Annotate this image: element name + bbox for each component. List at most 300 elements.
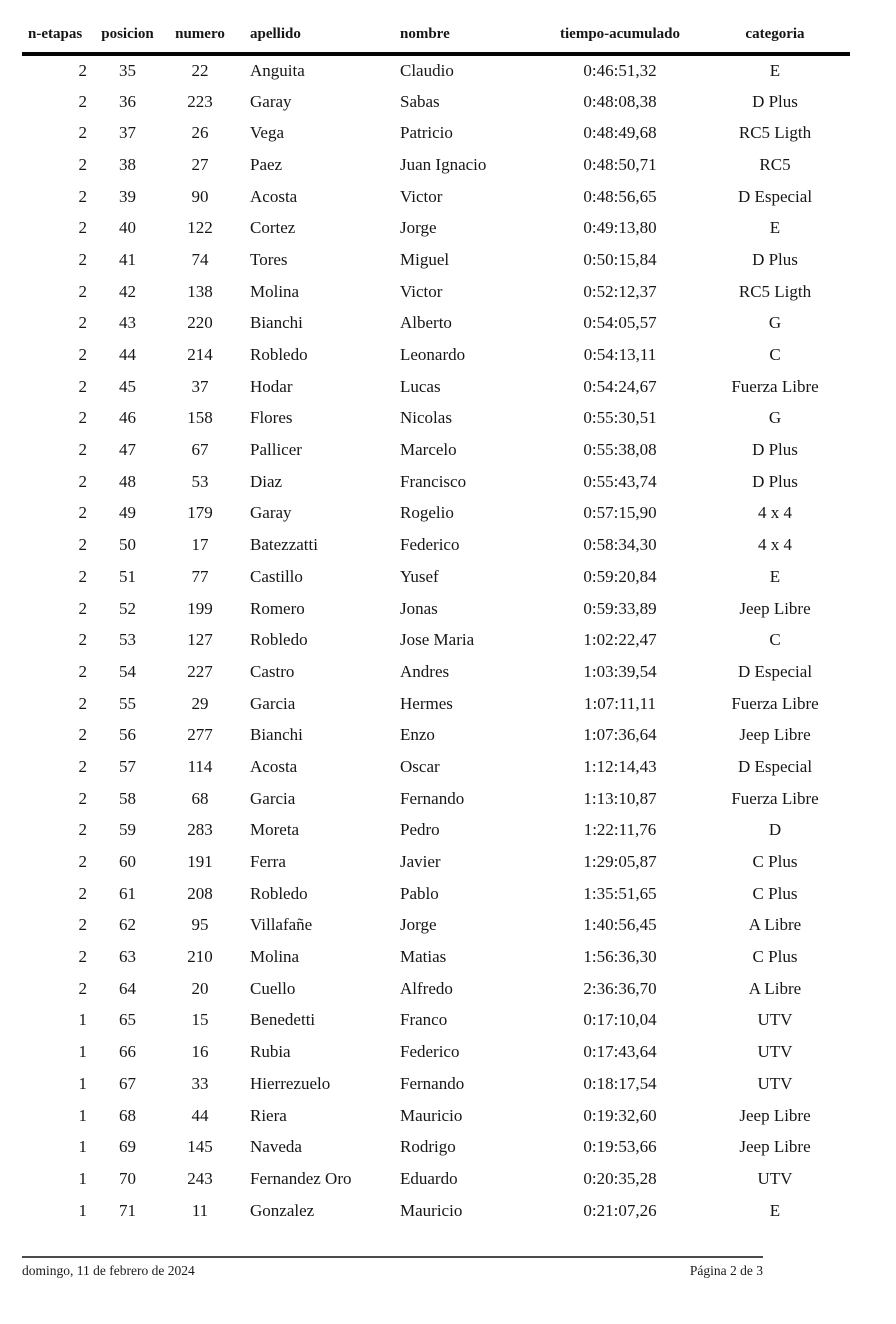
cell-categoria: UTV [757, 1010, 793, 1030]
cell-categoria: C [769, 630, 781, 650]
cell-posicion: 49 [119, 503, 136, 523]
cell-n_etapas: 2 [78, 915, 87, 935]
cell-tiempo_acumulado: 0:55:38,08 [583, 440, 657, 460]
cell-posicion: 71 [119, 1200, 136, 1220]
cell-categoria: E [769, 1200, 781, 1220]
cell-n_etapas: 2 [78, 566, 87, 586]
table-row [22, 751, 850, 783]
cell-tiempo_acumulado: 0:19:32,60 [583, 1105, 657, 1125]
table-row [22, 941, 850, 973]
cell-nombre: Victor [400, 186, 443, 206]
cell-posicion: 47 [119, 440, 136, 460]
cell-tiempo_acumulado: 1:56:36,30 [583, 947, 657, 967]
cell-posicion: 52 [119, 598, 136, 618]
cell-n_etapas: 1 [78, 1105, 87, 1125]
cell-posicion: 48 [119, 471, 136, 491]
table-row [22, 498, 850, 530]
cell-n_etapas: 2 [78, 313, 87, 333]
cell-posicion: 61 [119, 883, 136, 903]
cell-n_etapas: 2 [78, 725, 87, 745]
cell-n_etapas: 2 [78, 820, 87, 840]
table-row [22, 308, 850, 340]
cell-posicion: 63 [119, 947, 136, 967]
cell-posicion: 60 [119, 852, 136, 872]
cell-categoria: Fuerza Libre [731, 376, 819, 396]
cell-n_etapas: 2 [78, 218, 87, 238]
cell-apellido: Castillo [250, 566, 303, 586]
cell-posicion: 55 [119, 693, 136, 713]
cell-apellido: Rubia [250, 1042, 291, 1062]
table-row [22, 593, 850, 625]
cell-nombre: Mauricio [400, 1200, 463, 1220]
table-row [22, 1005, 850, 1037]
cell-apellido: Castro [250, 661, 295, 681]
cell-categoria: D Plus [752, 471, 798, 491]
cell-numero: 29 [191, 693, 209, 713]
cell-tiempo_acumulado: 0:52:12,37 [583, 281, 657, 301]
cell-nombre: Oscar [400, 756, 440, 776]
cell-apellido: Paez [250, 154, 283, 174]
cell-n_etapas: 2 [78, 123, 87, 143]
cell-posicion: 53 [119, 630, 136, 650]
cell-apellido: Robledo [250, 883, 308, 903]
cell-nombre: Hermes [400, 693, 453, 713]
cell-n_etapas: 2 [78, 440, 87, 460]
cell-nombre: Lucas [400, 376, 441, 396]
cell-apellido: Molina [250, 281, 300, 301]
cell-categoria: Jeep Libre [739, 598, 811, 618]
cell-apellido: Garcia [250, 693, 296, 713]
header-row [22, 26, 850, 54]
cell-categoria: D Especial [737, 661, 813, 681]
table-row [22, 403, 850, 435]
cell-numero: 26 [191, 123, 209, 143]
cell-numero: 122 [187, 218, 213, 238]
cell-n_etapas: 2 [78, 978, 87, 998]
cell-apellido: Molina [250, 947, 300, 967]
results-table [22, 26, 850, 1226]
cell-n_etapas: 2 [78, 503, 87, 523]
cell-categoria: D Plus [752, 91, 798, 111]
cell-tiempo_acumulado: 0:54:13,11 [583, 345, 657, 365]
cell-nombre: Leonardo [400, 345, 466, 365]
cell-categoria: C Plus [752, 852, 798, 872]
table-row [22, 1195, 850, 1227]
cell-apellido: Robledo [250, 630, 308, 650]
cell-apellido: Vega [250, 123, 284, 143]
cell-tiempo_acumulado: 1:22:11,76 [583, 820, 657, 840]
cell-apellido: Diaz [250, 471, 283, 491]
column-header-numero: numero [160, 26, 240, 54]
cell-n_etapas: 2 [78, 883, 87, 903]
cell-tiempo_acumulado: 0:58:34,30 [583, 535, 657, 555]
cell-categoria: A Libre [748, 915, 802, 935]
cell-apellido: Tores [250, 249, 288, 269]
cell-apellido: Garay [250, 91, 292, 111]
cell-categoria: D Plus [752, 249, 798, 269]
cell-categoria: RC5 Ligth [738, 123, 812, 143]
cell-nombre: Claudio [400, 60, 454, 80]
table-row [22, 1100, 850, 1132]
cell-numero: 199 [187, 598, 213, 618]
table-row [22, 561, 850, 593]
cell-apellido: Benedetti [250, 1010, 316, 1030]
cell-numero: 68 [191, 788, 209, 808]
cell-numero: 53 [191, 471, 209, 491]
cell-apellido: Batezzatti [250, 535, 318, 555]
cell-apellido: Acosta [250, 186, 298, 206]
cell-posicion: 66 [119, 1042, 136, 1062]
footer-date: domingo, 11 de febrero de 2024 [22, 1263, 195, 1278]
cell-posicion: 39 [119, 186, 136, 206]
cell-n_etapas: 2 [78, 852, 87, 872]
cell-tiempo_acumulado: 0:17:43,64 [583, 1042, 657, 1062]
cell-tiempo_acumulado: 1:07:11,11 [584, 693, 656, 713]
cell-categoria: UTV [757, 1042, 793, 1062]
cell-posicion: 42 [119, 281, 136, 301]
cell-tiempo_acumulado: 0:57:15,90 [583, 503, 657, 523]
cell-tiempo_acumulado: 0:48:08,38 [583, 91, 657, 111]
cell-apellido: Fernandez Oro [250, 1168, 352, 1188]
cell-numero: 37 [191, 376, 209, 396]
cell-numero: 243 [187, 1168, 213, 1188]
cell-posicion: 44 [119, 345, 136, 365]
cell-numero: 11 [191, 1200, 209, 1220]
cell-nombre: Rodrigo [400, 1137, 456, 1157]
cell-n_etapas: 2 [78, 598, 87, 618]
cell-numero: 127 [187, 630, 213, 650]
cell-tiempo_acumulado: 0:48:50,71 [583, 154, 657, 174]
cell-n_etapas: 2 [78, 249, 87, 269]
table-row [22, 244, 850, 276]
cell-apellido: Garcia [250, 788, 296, 808]
cell-nombre: Yusef [400, 566, 439, 586]
cell-nombre: Eduardo [400, 1168, 458, 1188]
cell-posicion: 35 [119, 60, 136, 80]
table-row [22, 1163, 850, 1195]
table-row [22, 54, 850, 86]
cell-nombre: Franco [400, 1010, 448, 1030]
cell-nombre: Marcelo [400, 440, 457, 460]
cell-categoria: Fuerza Libre [731, 788, 819, 808]
cell-numero: 27 [191, 154, 209, 174]
table-row [22, 339, 850, 371]
cell-nombre: Pedro [400, 820, 440, 840]
cell-numero: 208 [187, 883, 213, 903]
cell-nombre: Fernando [400, 1073, 465, 1093]
cell-n_etapas: 1 [78, 1010, 87, 1030]
cell-tiempo_acumulado: 0:50:15,84 [583, 249, 657, 269]
cell-posicion: 40 [119, 218, 136, 238]
cell-categoria: G [768, 313, 782, 333]
cell-tiempo_acumulado: 1:02:22,47 [583, 630, 657, 650]
cell-apellido: Naveda [250, 1137, 302, 1157]
table-row [22, 1036, 850, 1068]
table-row [22, 878, 850, 910]
cell-n_etapas: 2 [78, 281, 87, 301]
cell-apellido: Moreta [250, 820, 300, 840]
cell-n_etapas: 2 [78, 91, 87, 111]
cell-posicion: 65 [119, 1010, 136, 1030]
table-row [22, 149, 850, 181]
cell-numero: 15 [191, 1010, 209, 1030]
cell-n_etapas: 2 [78, 186, 87, 206]
cell-numero: 179 [187, 503, 213, 523]
cell-nombre: Nicolas [400, 408, 452, 428]
cell-nombre: Alfredo [400, 978, 453, 998]
cell-numero: 22 [191, 60, 209, 80]
table-row [22, 815, 850, 847]
table-row [22, 688, 850, 720]
cell-nombre: Fernando [400, 788, 465, 808]
table-row [22, 910, 850, 942]
cell-posicion: 64 [119, 978, 136, 998]
cell-nombre: Mauricio [400, 1105, 463, 1125]
cell-apellido: Pallicer [250, 440, 302, 460]
cell-categoria: D Especial [737, 186, 813, 206]
cell-posicion: 43 [119, 313, 136, 333]
cell-apellido: Villafañe [250, 915, 313, 935]
cell-nombre: Federico [400, 535, 460, 555]
cell-apellido: Robledo [250, 345, 308, 365]
cell-numero: 145 [187, 1137, 213, 1157]
cell-posicion: 54 [119, 661, 136, 681]
cell-categoria: Jeep Libre [739, 1105, 811, 1125]
table-row [22, 1068, 850, 1100]
cell-tiempo_acumulado: 0:19:53,66 [583, 1137, 657, 1157]
cell-n_etapas: 2 [78, 661, 87, 681]
cell-numero: 90 [191, 186, 209, 206]
table-row [22, 276, 850, 308]
cell-n_etapas: 2 [78, 693, 87, 713]
cell-numero: 214 [187, 345, 213, 365]
cell-categoria: E [769, 60, 781, 80]
cell-nombre: Alberto [400, 313, 452, 333]
cell-nombre: Patricio [400, 123, 453, 143]
results-table-header [22, 26, 850, 54]
cell-tiempo_acumulado: 0:55:43,74 [583, 471, 657, 491]
table-row [22, 973, 850, 1005]
cell-posicion: 45 [119, 376, 136, 396]
cell-posicion: 69 [119, 1137, 136, 1157]
cell-n_etapas: 1 [78, 1073, 87, 1093]
column-header-categoria: categoria [700, 26, 850, 54]
cell-categoria: G [768, 408, 782, 428]
cell-n_etapas: 2 [78, 408, 87, 428]
cell-posicion: 46 [119, 408, 136, 428]
cell-categoria: A Libre [748, 978, 802, 998]
cell-apellido: Anguita [250, 60, 305, 80]
cell-n_etapas: 2 [78, 535, 87, 555]
cell-numero: 220 [187, 313, 213, 333]
cell-n_etapas: 2 [78, 947, 87, 967]
cell-n_etapas: 2 [78, 60, 87, 80]
table-row [22, 212, 850, 244]
cell-categoria: RC5 Ligth [738, 281, 812, 301]
cell-categoria: 4 x 4 [758, 535, 792, 555]
cell-nombre: Juan Ignacio [400, 154, 487, 174]
cell-nombre: Miguel [400, 249, 450, 269]
table-row [22, 371, 850, 403]
cell-nombre: Sabas [400, 91, 440, 111]
cell-tiempo_acumulado: 1:40:56,45 [583, 915, 657, 935]
cell-n_etapas: 1 [78, 1200, 87, 1220]
table-row [22, 846, 850, 878]
cell-tiempo_acumulado: 1:12:14,43 [583, 756, 657, 776]
cell-numero: 44 [191, 1105, 209, 1125]
cell-posicion: 37 [119, 123, 136, 143]
cell-numero: 283 [187, 820, 213, 840]
cell-tiempo_acumulado: 0:46:51,32 [583, 60, 657, 80]
cell-apellido: Garay [250, 503, 292, 523]
cell-apellido: Gonzalez [250, 1200, 315, 1220]
cell-n_etapas: 2 [78, 756, 87, 776]
cell-numero: 158 [187, 408, 213, 428]
table-row [22, 783, 850, 815]
cell-posicion: 38 [119, 154, 136, 174]
cell-n_etapas: 2 [78, 376, 87, 396]
cell-categoria: Jeep Libre [739, 725, 811, 745]
cell-n_etapas: 1 [78, 1168, 87, 1188]
cell-posicion: 56 [119, 725, 136, 745]
cell-numero: 74 [191, 249, 209, 269]
cell-posicion: 62 [119, 915, 136, 935]
cell-posicion: 57 [119, 756, 136, 776]
cell-categoria: E [769, 218, 781, 238]
cell-tiempo_acumulado: 0:54:24,67 [583, 376, 657, 396]
table-row [22, 719, 850, 751]
cell-tiempo_acumulado: 0:17:10,04 [583, 1010, 657, 1030]
cell-nombre: Francisco [400, 471, 467, 491]
cell-numero: 33 [191, 1073, 209, 1093]
cell-posicion: 58 [119, 788, 136, 808]
cell-numero: 114 [187, 756, 213, 776]
cell-categoria: UTV [757, 1168, 793, 1188]
cell-n_etapas: 2 [78, 788, 87, 808]
table-row [22, 117, 850, 149]
table-row [22, 434, 850, 466]
cell-nombre: Rogelio [400, 503, 454, 523]
cell-apellido: Acosta [250, 756, 298, 776]
cell-categoria: UTV [757, 1073, 793, 1093]
cell-numero: 191 [187, 852, 213, 872]
cell-n_etapas: 2 [78, 154, 87, 174]
cell-nombre: Jorge [400, 915, 437, 935]
cell-posicion: 50 [119, 535, 136, 555]
cell-tiempo_acumulado: 0:21:07,26 [583, 1200, 657, 1220]
cell-categoria: Jeep Libre [739, 1137, 811, 1157]
cell-tiempo_acumulado: 0:54:05,57 [583, 313, 657, 333]
cell-n_etapas: 1 [78, 1042, 87, 1062]
cell-n_etapas: 1 [78, 1137, 87, 1157]
cell-categoria: E [769, 566, 781, 586]
cell-numero: 277 [187, 725, 213, 745]
column-header-apellido: apellido [240, 26, 390, 54]
cell-categoria: RC5 [759, 154, 791, 174]
cell-categoria: C Plus [752, 883, 798, 903]
footer-page-number: Página 2 de 3 [689, 1263, 763, 1278]
cell-tiempo_acumulado: 0:18:17,54 [583, 1073, 657, 1093]
cell-nombre: Federico [400, 1042, 460, 1062]
table-row [22, 529, 850, 561]
cell-apellido: Romero [250, 598, 305, 618]
cell-categoria: D [768, 820, 782, 840]
column-header-n_etapas: n-etapas [22, 26, 95, 54]
cell-categoria: C [769, 345, 781, 365]
cell-numero: 16 [191, 1042, 209, 1062]
table-row [22, 656, 850, 688]
cell-n_etapas: 2 [78, 471, 87, 491]
cell-tiempo_acumulado: 1:35:51,65 [583, 883, 657, 903]
cell-apellido: Cortez [250, 218, 296, 238]
cell-apellido: Hodar [250, 376, 293, 396]
cell-numero: 227 [187, 661, 213, 681]
cell-nombre: Andres [400, 661, 450, 681]
cell-posicion: 70 [119, 1168, 136, 1188]
cell-categoria: D Especial [737, 756, 813, 776]
cell-apellido: Cuello [250, 978, 296, 998]
cell-posicion: 59 [119, 820, 136, 840]
cell-posicion: 41 [119, 249, 136, 269]
table-row [22, 466, 850, 498]
table-row [22, 1131, 850, 1163]
cell-nombre: Jose Maria [400, 630, 475, 650]
cell-tiempo_acumulado: 0:59:33,89 [583, 598, 657, 618]
cell-tiempo_acumulado: 1:29:05,87 [583, 852, 657, 872]
cell-apellido: Hierrezuelo [250, 1073, 331, 1093]
cell-categoria: C Plus [752, 947, 798, 967]
table-row [22, 181, 850, 213]
cell-tiempo_acumulado: 0:48:56,65 [583, 186, 657, 206]
cell-numero: 210 [187, 947, 213, 967]
cell-numero: 67 [191, 440, 209, 460]
cell-nombre: Jorge [400, 218, 437, 238]
cell-categoria: Fuerza Libre [731, 693, 819, 713]
cell-tiempo_acumulado: 0:59:20,84 [583, 566, 657, 586]
cell-numero: 17 [191, 535, 209, 555]
cell-apellido: Riera [250, 1105, 287, 1125]
cell-nombre: Javier [400, 852, 441, 872]
cell-categoria: D Plus [752, 440, 798, 460]
cell-tiempo_acumulado: 0:55:30,51 [583, 408, 657, 428]
cell-posicion: 36 [119, 91, 136, 111]
table-row [22, 86, 850, 118]
cell-numero: 223 [187, 91, 213, 111]
cell-tiempo_acumulado: 0:49:13,80 [583, 218, 657, 238]
cell-nombre: Enzo [400, 725, 435, 745]
column-header-nombre: nombre [390, 26, 540, 54]
cell-nombre: Pablo [400, 883, 439, 903]
cell-posicion: 67 [119, 1073, 136, 1093]
table-row [22, 624, 850, 656]
cell-tiempo_acumulado: 2:36:36,70 [583, 978, 657, 998]
cell-tiempo_acumulado: 1:13:10,87 [583, 788, 657, 808]
cell-tiempo_acumulado: 1:03:39,54 [583, 661, 657, 681]
cell-tiempo_acumulado: 0:48:49,68 [583, 123, 657, 143]
cell-numero: 77 [191, 566, 209, 586]
column-header-tiempo_acumulado: tiempo-acumulado [540, 26, 700, 54]
cell-posicion: 68 [119, 1105, 136, 1125]
cell-tiempo_acumulado: 1:07:36,64 [583, 725, 657, 745]
cell-nombre: Matias [400, 947, 447, 967]
cell-numero: 138 [187, 281, 213, 301]
cell-nombre: Jonas [400, 598, 438, 618]
cell-nombre: Victor [400, 281, 443, 301]
cell-tiempo_acumulado: 0:20:35,28 [583, 1168, 657, 1188]
cell-apellido: Ferra [250, 852, 286, 872]
results-table-body [22, 54, 850, 1226]
cell-apellido: Flores [250, 408, 293, 428]
